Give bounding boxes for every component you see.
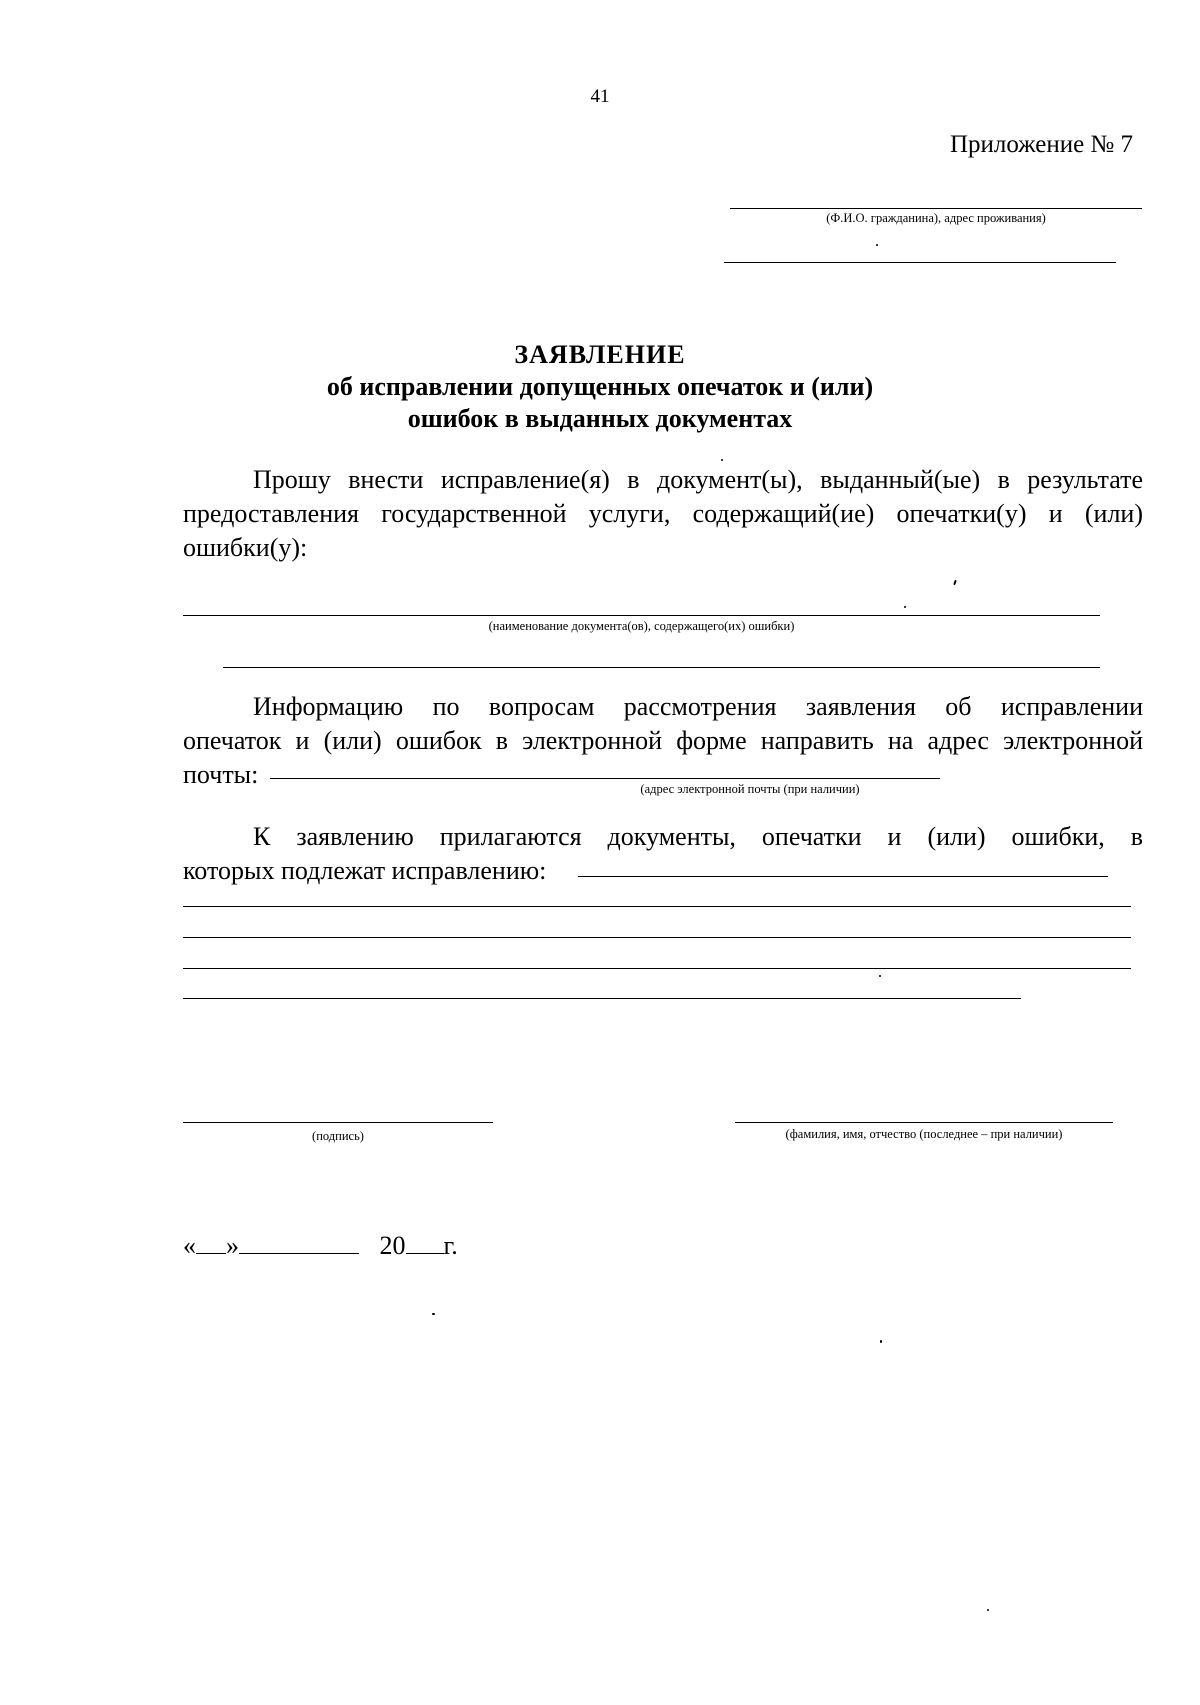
scan-speck — [721, 459, 723, 461]
document-name-line-2[interactable] — [223, 667, 1100, 668]
signature-line[interactable] — [183, 1122, 493, 1123]
applicant-name-line[interactable] — [730, 208, 1142, 209]
title-line-3: ошибок в выданных документах — [407, 404, 793, 433]
email-paragraph — [183, 690, 1143, 792]
attachments-line-inline[interactable] — [578, 876, 1108, 877]
attachments-line-1-blank[interactable] — [183, 906, 1131, 907]
scan-speck — [432, 1313, 435, 1315]
attachments-line-2-blank[interactable] — [183, 937, 1131, 938]
scan-speck — [987, 1609, 989, 1611]
email-line-2: опечаток и (или) ошибок в электронной форме направить на адрес электронной — [183, 726, 1143, 755]
applicant-address-line[interactable] — [724, 262, 1116, 263]
attachments-line-2: которых подлежат исправлению: — [183, 856, 547, 885]
month-blank[interactable] — [239, 1252, 359, 1254]
scan-speck — [880, 1340, 882, 1343]
appendix-label: Приложение № 7 — [950, 131, 1134, 158]
scan-speck — [904, 606, 906, 608]
year-blank[interactable] — [406, 1252, 444, 1254]
date-open-quote: « — [183, 1231, 196, 1260]
attachments-line-3-blank[interactable] — [183, 968, 1131, 969]
request-line-3: ошибки(у): — [183, 533, 308, 562]
day-blank[interactable] — [196, 1252, 226, 1254]
title-line-1: ЗАЯВЛЕНИЕ — [514, 340, 686, 369]
date-year-prefix: 20 — [379, 1231, 406, 1260]
date-row — [183, 1231, 458, 1261]
email-address-line[interactable] — [270, 778, 940, 779]
scan-speck — [879, 975, 881, 977]
fullname-line[interactable] — [735, 1122, 1113, 1123]
attachments-paragraph — [183, 820, 1143, 888]
document-name-caption: (наименование документа(ов), содержащего(их) ошибки) — [488, 619, 795, 633]
attachments-line-4-blank[interactable] — [183, 998, 1021, 999]
email-line-1: Информацию по вопросам рассмотрения заявления об исправлении — [253, 692, 1143, 721]
scan-speck — [953, 580, 957, 585]
fullname-caption: (фамилия, имя, отчество (последнее – при наличии) — [785, 1127, 1063, 1141]
date-close-quote: » — [226, 1231, 239, 1260]
date-year-suffix: г. — [443, 1231, 458, 1260]
email-line-3: почты: — [183, 760, 259, 789]
request-line-1: Прошу внести исправление(я) в документ(ы), выданный(ые) в результате — [253, 465, 1143, 494]
scan-speck — [876, 244, 878, 246]
signature-caption: (подпись) — [312, 1129, 364, 1143]
request-paragraph — [183, 463, 1143, 565]
request-line-2: предоставления государственной услуги, содержащий(ие) опечатки(у) и (или) — [183, 499, 1143, 528]
document-title — [200, 339, 1000, 435]
document-name-line[interactable] — [183, 615, 1100, 616]
applicant-caption: (Ф.И.О. гражданина), адрес проживания) — [826, 211, 1046, 225]
page-number: 41 — [590, 86, 610, 107]
email-caption: (адрес электронной почты (при наличии) — [640, 782, 860, 796]
attachments-line-1: К заявлению прилагаются документы, опечатки и (или) ошибки, в — [253, 822, 1143, 851]
title-line-2: об исправлении допущенных опечаток и (или) — [326, 372, 874, 401]
